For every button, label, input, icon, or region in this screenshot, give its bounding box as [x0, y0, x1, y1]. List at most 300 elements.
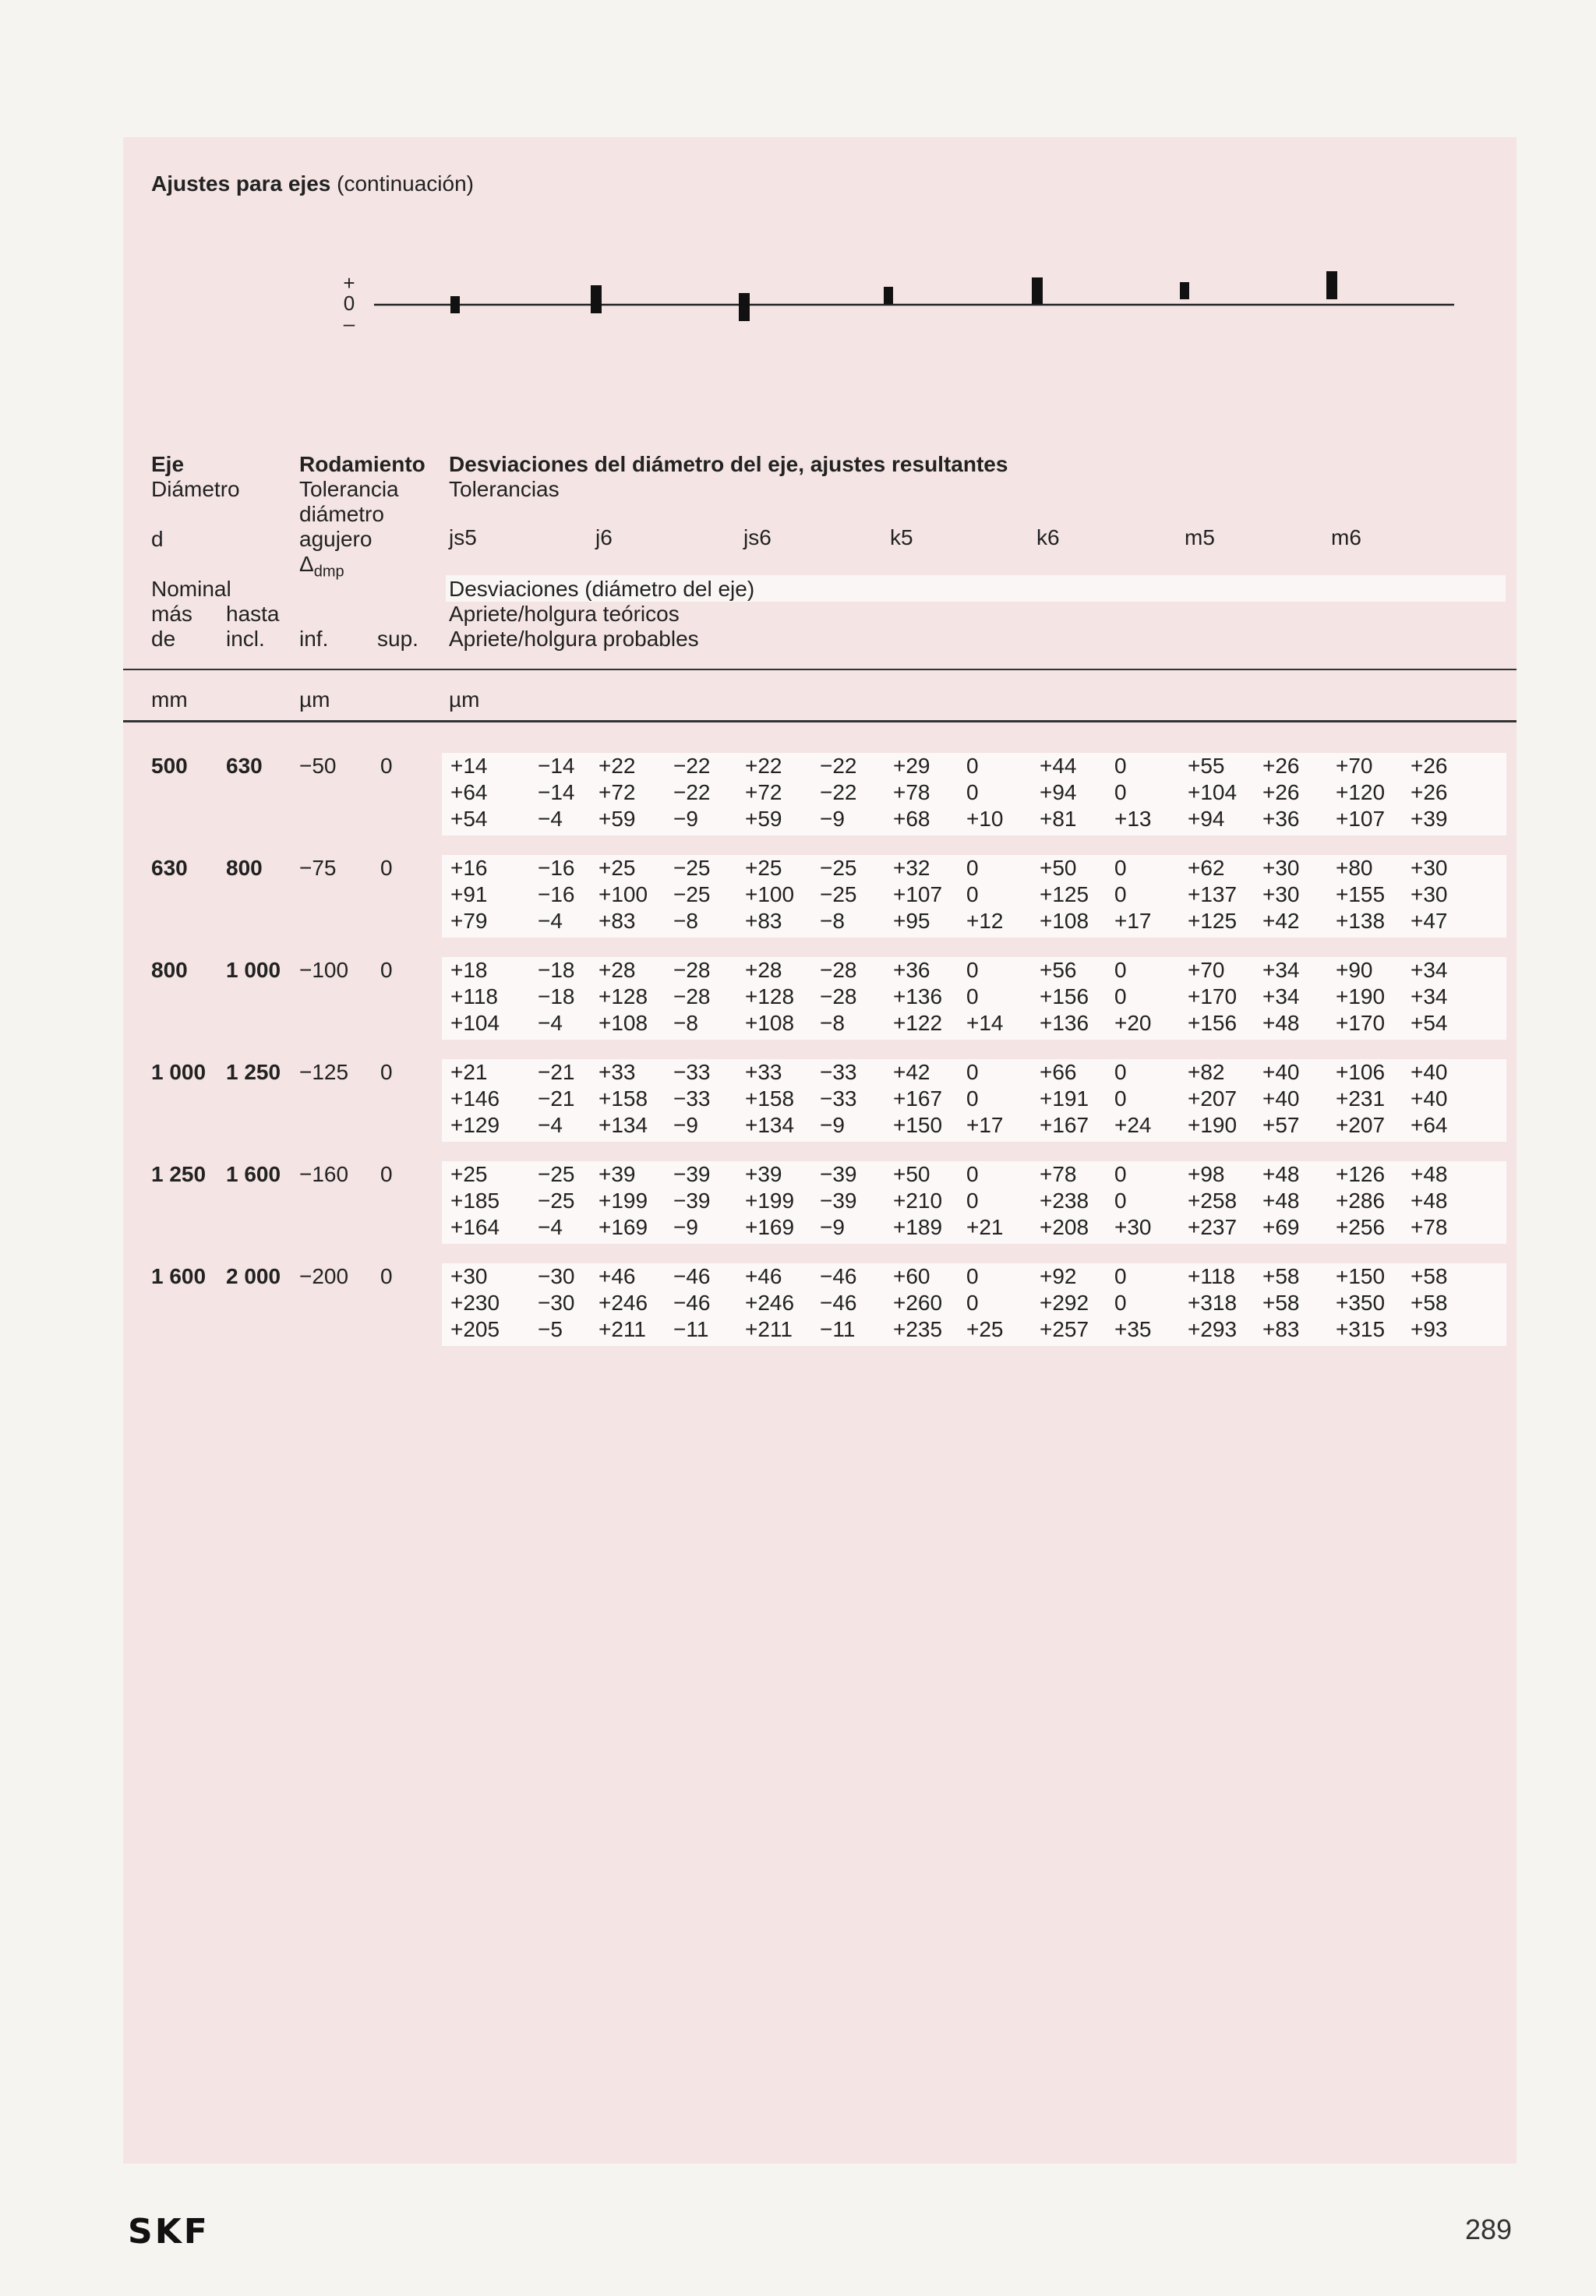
tol-class-m5: m5 — [1185, 525, 1215, 549]
deviation-value: +64 — [1411, 1113, 1448, 1137]
cell-inf: −200 — [299, 1264, 349, 1288]
deviation-value: −16 — [538, 882, 575, 906]
deviation-value: +90 — [1336, 958, 1373, 982]
deviation-value: +42 — [1262, 909, 1300, 933]
deviation-value: +318 — [1188, 1291, 1238, 1315]
deviation-value: +33 — [598, 1060, 636, 1084]
deviation-value: −18 — [538, 984, 575, 1008]
deviation-value: 0 — [966, 958, 979, 982]
deviation-value: +44 — [1040, 754, 1077, 778]
deviation-value: +235 — [893, 1317, 943, 1341]
cell-inf: −50 — [299, 754, 337, 778]
cell-de: 1 600 — [151, 1264, 207, 1288]
deviation-value: +137 — [1188, 882, 1238, 906]
deviation-value: +30 — [1262, 882, 1300, 906]
header-delta-dmp — [299, 552, 344, 585]
deviation-value: +59 — [745, 807, 782, 831]
deviation-value: +82 — [1188, 1060, 1225, 1084]
deviation-value: −16 — [538, 856, 575, 880]
deviation-value: +58 — [1262, 1291, 1300, 1315]
tol-class-js6: js6 — [743, 525, 772, 549]
tol-class-k6: k6 — [1036, 525, 1060, 549]
deviation-value: +40 — [1262, 1086, 1300, 1111]
deviation-value: +260 — [893, 1291, 943, 1315]
deviation-value: 0 — [1114, 1189, 1127, 1213]
deviation-value: +30 — [1411, 882, 1448, 906]
deviation-value: +42 — [893, 1060, 930, 1084]
deviation-value: +108 — [1040, 909, 1089, 933]
deviation-value: +16 — [450, 856, 488, 880]
diagram-plus-sign: + — [343, 271, 355, 295]
deviation-value: −4 — [538, 807, 563, 831]
deviation-value: −39 — [673, 1162, 711, 1186]
deviation-value: 0 — [966, 1086, 979, 1111]
header-eje: Eje — [151, 452, 185, 476]
deviation-value: +100 — [745, 882, 795, 906]
deviation-value: −8 — [820, 909, 845, 933]
deviation-value: +12 — [966, 909, 1004, 933]
header-hasta: hasta — [226, 602, 280, 626]
deviation-value: +257 — [1040, 1317, 1089, 1341]
header-agujero: agujero — [299, 527, 373, 551]
cell-sup: 0 — [380, 1060, 393, 1084]
deviation-value: +46 — [598, 1264, 636, 1288]
header-desviaciones-title: Desviaciones del diámetro del eje, ajustes resultantes — [449, 452, 1008, 476]
deviation-value: +30 — [1114, 1215, 1152, 1239]
deviation-value: 0 — [1114, 1291, 1127, 1315]
deviation-value: −25 — [820, 882, 857, 906]
deviation-value: −46 — [820, 1264, 857, 1288]
deviation-value: +25 — [966, 1317, 1004, 1341]
deviation-value: +81 — [1040, 807, 1077, 831]
deviation-value: +190 — [1336, 984, 1386, 1008]
deviation-value: 0 — [1114, 780, 1127, 804]
deviation-value: −33 — [673, 1086, 711, 1111]
deviation-value: +286 — [1336, 1189, 1386, 1213]
deviation-value: +167 — [1040, 1113, 1089, 1137]
skf-logo: SKF — [128, 2212, 210, 2252]
deviation-value: +108 — [598, 1011, 648, 1035]
cell-inf: −125 — [299, 1060, 349, 1084]
header-rule-bottom — [123, 720, 1517, 722]
deviation-value: −11 — [820, 1317, 856, 1341]
deviation-value: +72 — [598, 780, 636, 804]
deviation-value: +14 — [966, 1011, 1004, 1035]
deviation-value: +199 — [745, 1189, 795, 1213]
deviation-value: +54 — [1411, 1011, 1448, 1035]
deviation-value: +18 — [450, 958, 488, 982]
deviation-value: +170 — [1188, 984, 1238, 1008]
deviation-value: −9 — [673, 807, 698, 831]
header-nominal: Nominal — [151, 577, 231, 601]
deviation-value: −46 — [673, 1264, 711, 1288]
deviation-value: +83 — [745, 909, 782, 933]
deviation-value: +14 — [450, 754, 488, 778]
header-incl: incl. — [226, 627, 265, 651]
deviation-value: −8 — [673, 909, 698, 933]
deviation-value: +246 — [598, 1291, 648, 1315]
deviation-value: −28 — [673, 958, 711, 982]
deviation-value: +66 — [1040, 1060, 1077, 1084]
deviation-value: +210 — [893, 1189, 943, 1213]
deviation-value: +22 — [598, 754, 636, 778]
diagram-minus-sign: – — [343, 312, 355, 335]
deviation-grid — [450, 1263, 1510, 1346]
deviation-value: +34 — [1411, 958, 1448, 982]
deviation-value: −25 — [820, 856, 857, 880]
deviation-value: 0 — [966, 1264, 979, 1288]
deviation-value: −46 — [820, 1291, 857, 1315]
deviation-value: −25 — [538, 1189, 575, 1213]
deviation-value: +129 — [450, 1113, 500, 1137]
header-d: d — [151, 527, 164, 551]
cell-hasta: 800 — [226, 856, 263, 880]
deviation-value: +118 — [1188, 1264, 1235, 1288]
deviation-value: +79 — [450, 909, 488, 933]
header-mas: más — [151, 602, 192, 626]
deviation-value: +83 — [598, 909, 636, 933]
deviation-value: +21 — [450, 1060, 488, 1084]
deviation-value: +191 — [1040, 1086, 1089, 1111]
title-bold: Ajustes para ejes — [151, 171, 331, 196]
deviation-value: 0 — [966, 1060, 979, 1084]
deviation-value: +138 — [1336, 909, 1386, 933]
deviation-value: +26 — [1262, 754, 1300, 778]
unit-um-shaft: µm — [449, 687, 480, 712]
deviation-value: +78 — [1411, 1215, 1448, 1239]
deviation-value: +22 — [745, 754, 782, 778]
deviation-value: +39 — [1411, 807, 1448, 831]
deviation-value: −33 — [673, 1060, 711, 1084]
deviation-value: 0 — [966, 780, 979, 804]
deviation-value: +34 — [1411, 984, 1448, 1008]
deviation-value: +40 — [1411, 1060, 1448, 1084]
row-group — [123, 957, 1517, 1040]
deviation-value: +64 — [450, 780, 488, 804]
deviation-value: −5 — [538, 1317, 563, 1341]
deviation-value: +150 — [893, 1113, 943, 1137]
deviation-value: +36 — [893, 958, 930, 982]
deviation-value: +104 — [1188, 780, 1238, 804]
deviation-value: −4 — [538, 1215, 563, 1239]
tol-class-js5: js5 — [449, 525, 477, 549]
deviation-value: +21 — [966, 1215, 1004, 1239]
deviation-value: +155 — [1336, 882, 1386, 906]
deviation-value: +28 — [745, 958, 782, 982]
deviation-value: +48 — [1411, 1189, 1448, 1213]
deviation-value: +50 — [1040, 856, 1077, 880]
header-rule-top — [123, 669, 1517, 670]
deviation-value: +208 — [1040, 1215, 1089, 1239]
deviation-value: +39 — [598, 1162, 636, 1186]
deviation-value: −22 — [820, 754, 857, 778]
legend-desviaciones: Desviaciones (diámetro del eje) — [449, 577, 755, 601]
deviation-value: +46 — [745, 1264, 782, 1288]
deviation-value: +92 — [1040, 1264, 1077, 1288]
deviation-value: −22 — [820, 780, 857, 804]
deviation-value: +25 — [745, 856, 782, 880]
deviation-value: +158 — [598, 1086, 648, 1111]
deviation-value: −33 — [820, 1086, 857, 1111]
deviation-value: +292 — [1040, 1291, 1089, 1315]
deviation-value: +100 — [598, 882, 648, 906]
deviation-value: +231 — [1336, 1086, 1386, 1111]
cell-inf: −100 — [299, 958, 349, 982]
deviation-value: +315 — [1336, 1317, 1386, 1341]
tolerance-bar-j6 — [591, 285, 602, 313]
unit-mm: mm — [151, 687, 188, 712]
deviation-value: 0 — [1114, 1086, 1127, 1111]
deviation-value: −22 — [673, 780, 711, 804]
deviation-value: +39 — [745, 1162, 782, 1186]
deviation-value: +59 — [598, 807, 636, 831]
title-rest: (continuación) — [330, 171, 474, 196]
deviation-value: +48 — [1411, 1162, 1448, 1186]
deviation-value: +156 — [1188, 1011, 1238, 1035]
header-de: de — [151, 627, 176, 651]
cell-inf: −75 — [299, 856, 337, 880]
deviation-value: −39 — [673, 1189, 711, 1213]
cell-hasta: 2 000 — [226, 1264, 281, 1288]
deviation-value: 0 — [966, 882, 979, 906]
deviation-value: 0 — [966, 754, 979, 778]
deviation-grid — [450, 753, 1510, 835]
deviation-value: −11 — [673, 1317, 709, 1341]
deviation-value: +93 — [1411, 1317, 1448, 1341]
deviation-value: +211 — [598, 1317, 646, 1341]
deviation-value: +207 — [1336, 1113, 1386, 1137]
row-group — [123, 753, 1517, 835]
deviation-value: −25 — [673, 856, 711, 880]
deviation-value: +28 — [598, 958, 636, 982]
deviation-value: +107 — [893, 882, 943, 906]
deviation-value: −39 — [820, 1162, 857, 1186]
header-tolerancias: Tolerancias — [449, 477, 560, 501]
deviation-value: −9 — [673, 1215, 698, 1239]
deviation-value: −46 — [673, 1291, 711, 1315]
page-title — [151, 171, 474, 196]
cell-hasta: 630 — [226, 754, 263, 778]
deviation-value: +17 — [1114, 909, 1152, 933]
deviation-value: −9 — [673, 1113, 698, 1137]
deviation-value: −25 — [538, 1162, 575, 1186]
header-tolerancia: Tolerancia — [299, 477, 399, 501]
tol-class-m6: m6 — [1331, 525, 1361, 549]
deviation-value: +169 — [745, 1215, 795, 1239]
deviation-value: 0 — [1114, 1060, 1127, 1084]
deviation-grid — [450, 855, 1510, 938]
deviation-value: +50 — [893, 1162, 930, 1186]
deviation-value: +256 — [1336, 1215, 1386, 1239]
deviation-value: +136 — [1040, 1011, 1089, 1035]
deviation-value: +350 — [1336, 1291, 1386, 1315]
deviation-value: +48 — [1262, 1162, 1300, 1186]
row-group — [123, 1161, 1517, 1244]
header-rodamiento: Rodamiento — [299, 452, 425, 476]
cell-hasta: 1 000 — [226, 958, 281, 982]
cell-sup: 0 — [380, 1162, 393, 1186]
tolerance-bar-k5 — [884, 287, 893, 304]
deviation-value: +126 — [1336, 1162, 1386, 1186]
deviation-value: +125 — [1040, 882, 1089, 906]
deviation-value: −4 — [538, 1113, 563, 1137]
deviation-value: +230 — [450, 1291, 500, 1315]
deviation-value: +125 — [1188, 909, 1238, 933]
header-diametro-agujero: diámetro — [299, 502, 384, 526]
deviation-value: +68 — [893, 807, 930, 831]
row-group — [123, 1059, 1517, 1142]
deviation-value: +30 — [450, 1264, 488, 1288]
deviation-value: +207 — [1188, 1086, 1238, 1111]
deviation-value: +128 — [598, 984, 648, 1008]
deviation-value: +104 — [450, 1011, 500, 1035]
deviation-value: +189 — [893, 1215, 943, 1239]
deviation-value: +56 — [1040, 958, 1077, 982]
deviation-grid — [450, 957, 1510, 1040]
deviation-value: +158 — [745, 1086, 795, 1111]
cell-de: 630 — [151, 856, 188, 880]
deviation-value: −4 — [538, 1011, 563, 1035]
deviation-value: +30 — [1262, 856, 1300, 880]
deviation-value: −4 — [538, 909, 563, 933]
deviation-value: +48 — [1262, 1011, 1300, 1035]
deviation-value: 0 — [966, 1162, 979, 1186]
deviation-value: +58 — [1411, 1291, 1448, 1315]
deviation-grid — [450, 1059, 1510, 1142]
deviation-value: −14 — [538, 754, 575, 778]
deviation-value: +20 — [1114, 1011, 1152, 1035]
deviation-value: +108 — [745, 1011, 795, 1035]
deviation-value: +25 — [598, 856, 636, 880]
deviation-value: −14 — [538, 780, 575, 804]
deviation-value: +94 — [1040, 780, 1077, 804]
deviation-value: +134 — [598, 1113, 648, 1137]
deviation-value: +78 — [893, 780, 930, 804]
deviation-grid — [450, 1161, 1510, 1244]
deviation-value: 0 — [966, 856, 979, 880]
deviation-value: +118 — [450, 984, 498, 1008]
deviation-value: +238 — [1040, 1189, 1089, 1213]
page-number: 289 — [1465, 2213, 1513, 2245]
deviation-value: +34 — [1262, 958, 1300, 982]
deviation-value: +40 — [1262, 1060, 1300, 1084]
cell-hasta: 1 250 — [226, 1060, 281, 1084]
deviation-value: +40 — [1411, 1086, 1448, 1111]
cell-sup: 0 — [380, 856, 393, 880]
header-inf: inf. — [299, 627, 329, 651]
deviation-value: +33 — [745, 1060, 782, 1084]
deviation-value: 0 — [1114, 1162, 1127, 1186]
deviation-value: +60 — [893, 1264, 930, 1288]
cell-inf: −160 — [299, 1162, 349, 1186]
deviation-value: +10 — [966, 807, 1004, 831]
tolerance-bar-m5 — [1180, 282, 1189, 299]
legend-apriete-teoricos: Apriete/holgura teóricos — [449, 602, 680, 626]
deviation-value: +29 — [893, 754, 930, 778]
deviation-value: +54 — [450, 807, 488, 831]
header-diametro: Diámetro — [151, 477, 240, 501]
deviation-value: −25 — [673, 882, 711, 906]
header-sup: sup. — [377, 627, 418, 651]
deviation-value: +293 — [1188, 1317, 1238, 1341]
deviation-value: +91 — [450, 882, 488, 906]
deviation-value: +120 — [1336, 780, 1386, 804]
deviation-value: +146 — [450, 1086, 500, 1111]
row-group — [123, 855, 1517, 938]
tolerance-bar-m6 — [1326, 271, 1337, 299]
deviation-value: +48 — [1262, 1189, 1300, 1213]
deviation-value: −8 — [820, 1011, 845, 1035]
deviation-value: 0 — [966, 984, 979, 1008]
cell-de: 1 000 — [151, 1060, 207, 1084]
deviation-value: −39 — [820, 1189, 857, 1213]
deviation-value: 0 — [1114, 958, 1127, 982]
deviation-value: +26 — [1262, 780, 1300, 804]
deviation-value: −22 — [673, 754, 711, 778]
deviation-value: +32 — [893, 856, 930, 880]
deviation-value: +170 — [1336, 1011, 1386, 1035]
deviation-value: −9 — [820, 1113, 845, 1137]
deviation-value: 0 — [966, 1189, 979, 1213]
deviation-value: +83 — [1262, 1317, 1300, 1341]
deviation-value: −28 — [673, 984, 711, 1008]
cell-de: 800 — [151, 958, 188, 982]
deviation-value: +26 — [1411, 754, 1448, 778]
deviation-value: +70 — [1336, 754, 1373, 778]
deviation-value: +211 — [745, 1317, 793, 1341]
deviation-value: −28 — [820, 984, 857, 1008]
deviation-value: 0 — [1114, 754, 1127, 778]
deviation-value: −8 — [673, 1011, 698, 1035]
deviation-value: +98 — [1188, 1162, 1225, 1186]
deviation-value: −21 — [538, 1086, 575, 1111]
deviation-value: +72 — [745, 780, 782, 804]
deviation-value: +30 — [1411, 856, 1448, 880]
deviation-value: +55 — [1188, 754, 1225, 778]
deviation-value: +205 — [450, 1317, 500, 1341]
deviation-value: +134 — [745, 1113, 795, 1137]
deviation-value: +36 — [1262, 807, 1300, 831]
deviation-value: +58 — [1262, 1264, 1300, 1288]
deviation-value: +237 — [1188, 1215, 1238, 1239]
deviation-value: −9 — [820, 1215, 845, 1239]
deviation-value: +136 — [893, 984, 943, 1008]
cell-sup: 0 — [380, 754, 393, 778]
deviation-value: 0 — [1114, 856, 1127, 880]
deviation-value: 0 — [966, 1291, 979, 1315]
deviation-value: +78 — [1040, 1162, 1077, 1186]
deviation-value: +80 — [1336, 856, 1373, 880]
unit-um-bearing: µm — [299, 687, 330, 712]
deviation-value: −9 — [820, 807, 845, 831]
deviation-value: +156 — [1040, 984, 1089, 1008]
deviation-value: +25 — [450, 1162, 488, 1186]
deviation-value: +58 — [1411, 1264, 1448, 1288]
deviation-value: −33 — [820, 1060, 857, 1084]
deviation-value: −21 — [538, 1060, 575, 1084]
cell-de: 1 250 — [151, 1162, 207, 1186]
cell-de: 500 — [151, 754, 188, 778]
deviation-value: +185 — [450, 1189, 500, 1213]
cell-sup: 0 — [380, 1264, 393, 1288]
deviation-value: +167 — [893, 1086, 943, 1111]
row-group — [123, 1263, 1517, 1346]
deviation-value: +199 — [598, 1189, 648, 1213]
tolerance-bar-k6 — [1032, 277, 1043, 304]
deviation-value: +107 — [1336, 807, 1386, 831]
deviation-value: +258 — [1188, 1189, 1238, 1213]
deviation-value: +70 — [1188, 958, 1225, 982]
